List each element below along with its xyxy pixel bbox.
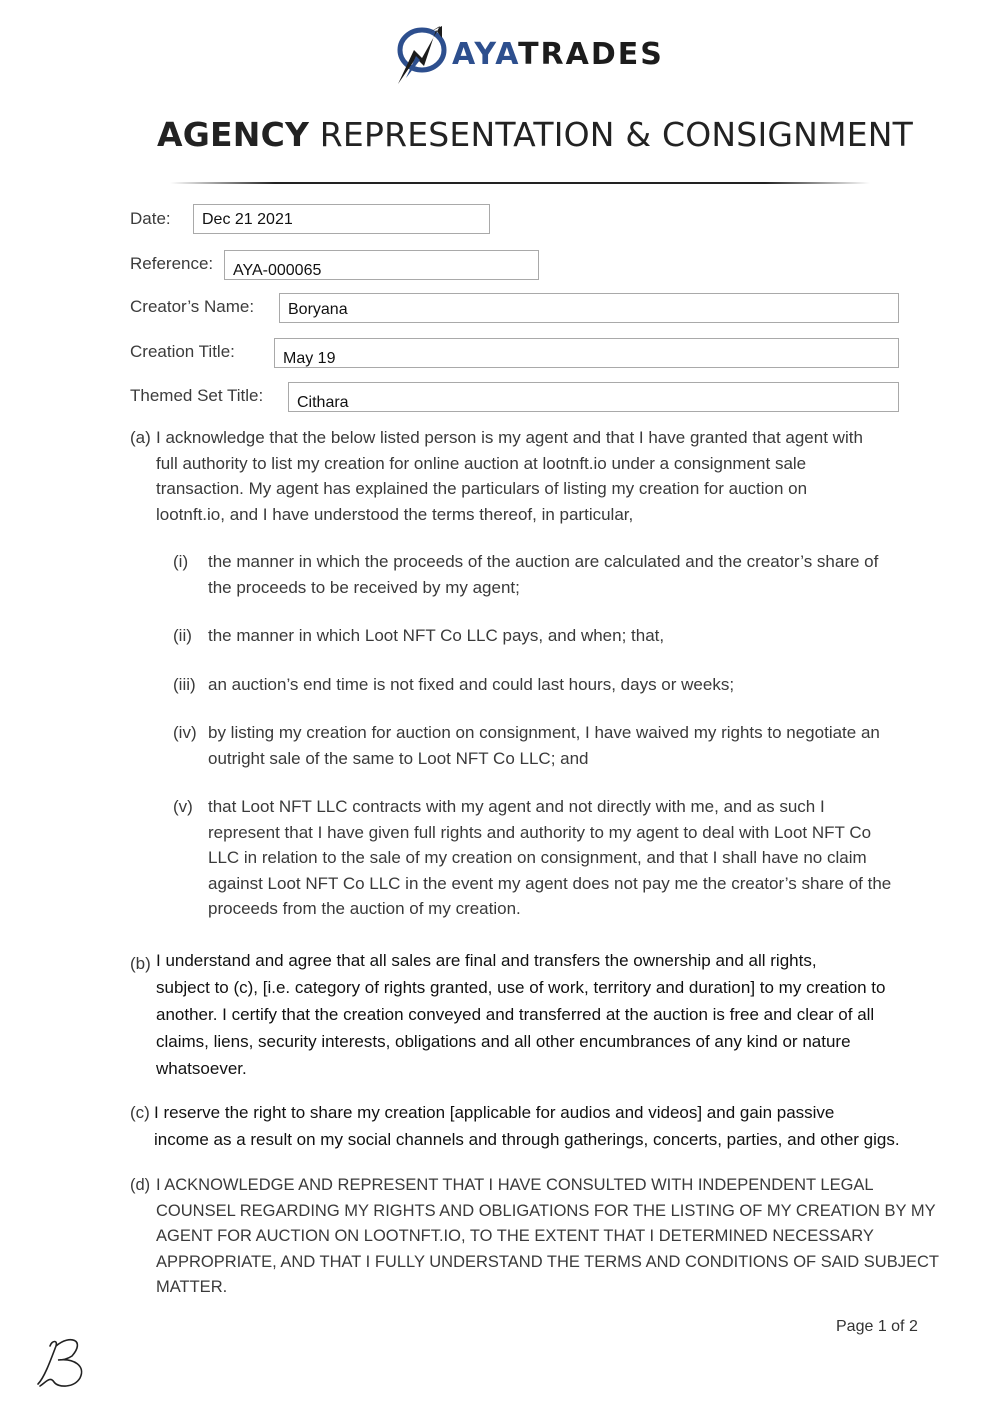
creator-name-field[interactable]: Boryana bbox=[279, 293, 899, 323]
clause-d-marker: (d) bbox=[130, 1176, 151, 1194]
clause-a-line: transaction. My agent has explained the particulars of listing my creation for auction on bbox=[156, 479, 808, 498]
item-line: an auction’s end time is not fixed and could last hours, days or weeks; bbox=[208, 675, 735, 694]
item-line: the proceeds to be received by my agent; bbox=[208, 577, 520, 597]
clause-a-item-iii bbox=[173, 672, 963, 698]
clause-a-item-ii bbox=[173, 623, 963, 649]
item-line: by listing my creation for auction on consignment, I have waived my rights to negotiate an bbox=[208, 723, 880, 742]
clause-b-line: I understand and agree that all sales are final and transfers the ownership and all rights, bbox=[156, 951, 817, 970]
item-marker: (i) bbox=[173, 552, 189, 571]
clause-c-line: I reserve the right to share my creation [applicable for audios and videos] and gain passive bbox=[154, 1103, 835, 1122]
ayatrades-logo-icon bbox=[392, 22, 448, 86]
clause-a-item-i bbox=[173, 549, 963, 600]
item-marker: (iii) bbox=[173, 675, 196, 694]
clause-c-line: income as a result on my social channels and through gatherings, concerts, parties, and other gigs. bbox=[154, 1130, 900, 1149]
creator-name-label: Creator’s Name: bbox=[130, 297, 255, 316]
brand-name-aya: AYA bbox=[452, 36, 519, 72]
clause-d bbox=[130, 1173, 960, 1301]
item-line: LLC in relation to the sale of my creation on consignment, and that I shall have no claim bbox=[208, 848, 867, 867]
item-marker: (v) bbox=[173, 797, 193, 816]
clause-b-line: another. I certify that the creation conveyed and transferred at the auction is free and clear of all bbox=[156, 1005, 875, 1024]
clause-a bbox=[130, 425, 960, 527]
brand-name-trades: TRADES bbox=[518, 36, 664, 72]
page-title bbox=[0, 115, 1000, 154]
item-marker: (ii) bbox=[173, 626, 192, 645]
creation-title-label: Creation Title: bbox=[130, 342, 235, 361]
brand-logo bbox=[392, 22, 664, 86]
item-line: that Loot NFT LLC contracts with my agent and not directly with me, and as such I bbox=[208, 797, 825, 816]
brand-name bbox=[452, 37, 664, 72]
date-field[interactable]: Dec 21 2021 bbox=[193, 204, 490, 234]
title-rest: REPRESENTATION & CONSIGNMENT bbox=[309, 115, 914, 154]
clause-d-line: APPROPRIATE, AND THAT I FULLY UNDERSTAND THE TERMS AND CONDITIONS OF SAID SUBJECT bbox=[156, 1252, 939, 1271]
clause-d-line: COUNSEL REGARDING MY RIGHTS AND OBLIGATIONS FOR THE LISTING OF MY CREATION BY MY bbox=[156, 1201, 936, 1220]
clause-b-marker: (b) bbox=[130, 954, 151, 973]
clause-b bbox=[130, 947, 970, 1082]
clause-a-line: lootnft.io, and I have understood the terms thereof, in particular, bbox=[156, 504, 634, 524]
reference-field[interactable]: AYA-000065 bbox=[224, 250, 539, 280]
clause-b-line: claims, liens, security interests, obligations and all other encumbrances of any kind or nature bbox=[156, 1032, 851, 1051]
clause-a-item-v bbox=[173, 794, 963, 922]
clause-c bbox=[130, 1099, 970, 1153]
themed-set-title-label: Themed Set Title: bbox=[130, 386, 264, 405]
reference-label: Reference: bbox=[130, 254, 214, 273]
clause-d-line: I ACKNOWLEDGE AND REPRESENT THAT I HAVE CONSULTED WITH INDEPENDENT LEGAL bbox=[156, 1176, 874, 1194]
item-line: outright sale of the same to Loot NFT Co LLC; and bbox=[208, 748, 589, 768]
creation-title-field[interactable]: May 19 bbox=[274, 338, 899, 368]
item-line: against Loot NFT Co LLC in the event my agent does not pay me the creator’s share of the bbox=[208, 873, 892, 893]
clause-a-line: I acknowledge that the below listed person is my agent and that I have granted that agent with bbox=[156, 428, 863, 447]
title-bold: AGENCY bbox=[156, 115, 310, 154]
page-number: Page 1 of 2 bbox=[836, 1318, 918, 1335]
title-divider bbox=[170, 182, 870, 184]
clause-d-line: AGENT FOR AUCTION ON LOOTNFT.IO, TO THE EXTENT THAT I DETERMINED NECESSARY bbox=[156, 1227, 874, 1245]
clause-b-line: subject to (c), [i.e. category of rights granted, use of work, territory and duration] to my creation to bbox=[156, 978, 886, 997]
item-line: proceeds from the auction of my creation. bbox=[208, 899, 521, 918]
themed-set-title-field[interactable]: Cithara bbox=[288, 382, 899, 412]
clause-a-marker: (a) bbox=[130, 428, 151, 447]
item-marker: (iv) bbox=[173, 723, 197, 742]
clause-a-line: full authority to list my creation for online auction at lootnft.io under a consignment sale bbox=[156, 453, 807, 473]
clause-b-line: whatsoever. bbox=[156, 1059, 247, 1078]
signature-initial-icon bbox=[30, 1332, 100, 1392]
date-label: Date: bbox=[130, 209, 171, 228]
item-line: the manner in which the proceeds of the auction are calculated and the creator’s share of bbox=[208, 552, 879, 571]
item-line: represent that I have given full rights and authority to my agent to deal with Loot NFT Co bbox=[208, 822, 872, 842]
clause-d-line: MATTER. bbox=[156, 1278, 228, 1296]
clause-a-item-iv bbox=[173, 720, 963, 771]
item-line: the manner in which Loot NFT Co LLC pays, and when; that, bbox=[208, 626, 665, 645]
clause-c-marker: (c) bbox=[130, 1103, 150, 1122]
